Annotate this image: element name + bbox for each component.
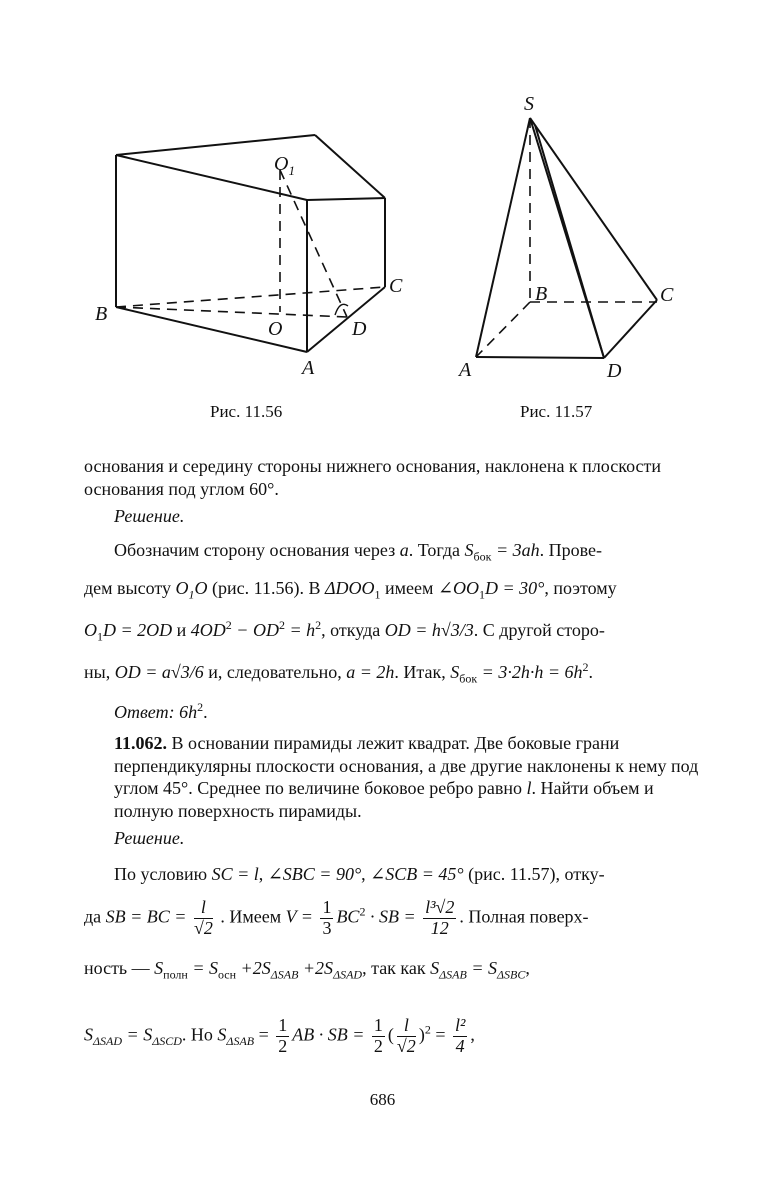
label-o1: $O_1$ xyxy=(274,153,295,178)
solution-line-d: ны, OD = a√3/6 и, следовательно, a = 2h. Итак, $S_{бок} = 3\cdot 2h\cdot h = 6h^2$. xyxy=(84,660,593,686)
caption-fig-11-57: Рис. 11.57 xyxy=(520,402,593,421)
paragraph-1: основания и середину стороны нижнего основания, наклонена к плоскости основания под углом 60°. xyxy=(84,456,662,499)
label-b2: B xyxy=(535,283,548,305)
solution-line-a: Обозначим сторону основания через a. Тогда $S_{бок} = 3ah$. Прове- xyxy=(114,540,602,564)
label-a: A xyxy=(302,357,315,379)
formula-line-2: ность — $S_{полн} = S_{осн} +2S_{\Delta SAB} +2S_{\Delta SAD}$, так как $S_{\Delta SAB} = S_{\Delta SBC}$, xyxy=(84,958,530,982)
label-d: D xyxy=(352,318,367,340)
label-c: C xyxy=(389,275,403,297)
label-a2: A xyxy=(459,359,472,381)
problem-11-062: 11.062. В основании пирамиды лежит квадрат. Две боковые грани перпендикулярны плоскости основания, а две другие наклонены к нему под углом 45°. Среднее по величине боковое ребро равно l. Найти объем и полную поверхность пирамиды. xyxy=(114,733,699,821)
prism-figure xyxy=(0,0,765,440)
solution-line-b: дем высоту $O_1O$ (рис. 11.56). В $\Delta DOO_1$ имеем $\angle OO_1D = 30^\circ$, поэтому xyxy=(84,578,617,602)
label-b: B xyxy=(95,303,108,325)
answer-line: Ответ: $6h^2$. xyxy=(114,700,208,722)
solution-label-1: Решение. xyxy=(114,506,185,526)
label-s: S xyxy=(524,93,534,115)
condition-line: По условию SC = l, ∠SBC = 90°, ∠SCB = 45° (рис. 11.57), отку- xyxy=(114,864,605,884)
label-c2: C xyxy=(660,284,674,306)
formula-line-1: да SB = BC = $\frac{l}{√2}$ . Имеем V = $\frac{1}{3}$ $BC^2$ · SB = $\frac{\text{l³√2}}{12}$ . Полная поверх- xyxy=(84,897,589,938)
figures-area xyxy=(0,0,765,440)
solution-label-2: Решение. xyxy=(114,828,185,848)
caption-fig-11-56: Рис. 11.56 xyxy=(210,402,283,421)
label-o: O xyxy=(268,318,283,340)
page-number: 686 xyxy=(369,1090,396,1109)
label-d2: D xyxy=(607,360,622,382)
solution-line-c: $O_1D = 2OD$ и $4OD^2 - OD^2 = h^2$, откуда OD = h√3/3. С другой сторо- xyxy=(84,618,605,644)
formula-line-3: $S_{\Delta SAD} = S_{\Delta SCD}$. Но $S_{\Delta SAB}$ = $\frac{1}{2}$ AB · SB = $\frac{1}{2}$ ( $\frac{l}{√2}$ )$^2$ = $\frac{\text{l²}}{4}$ , xyxy=(84,1015,475,1056)
